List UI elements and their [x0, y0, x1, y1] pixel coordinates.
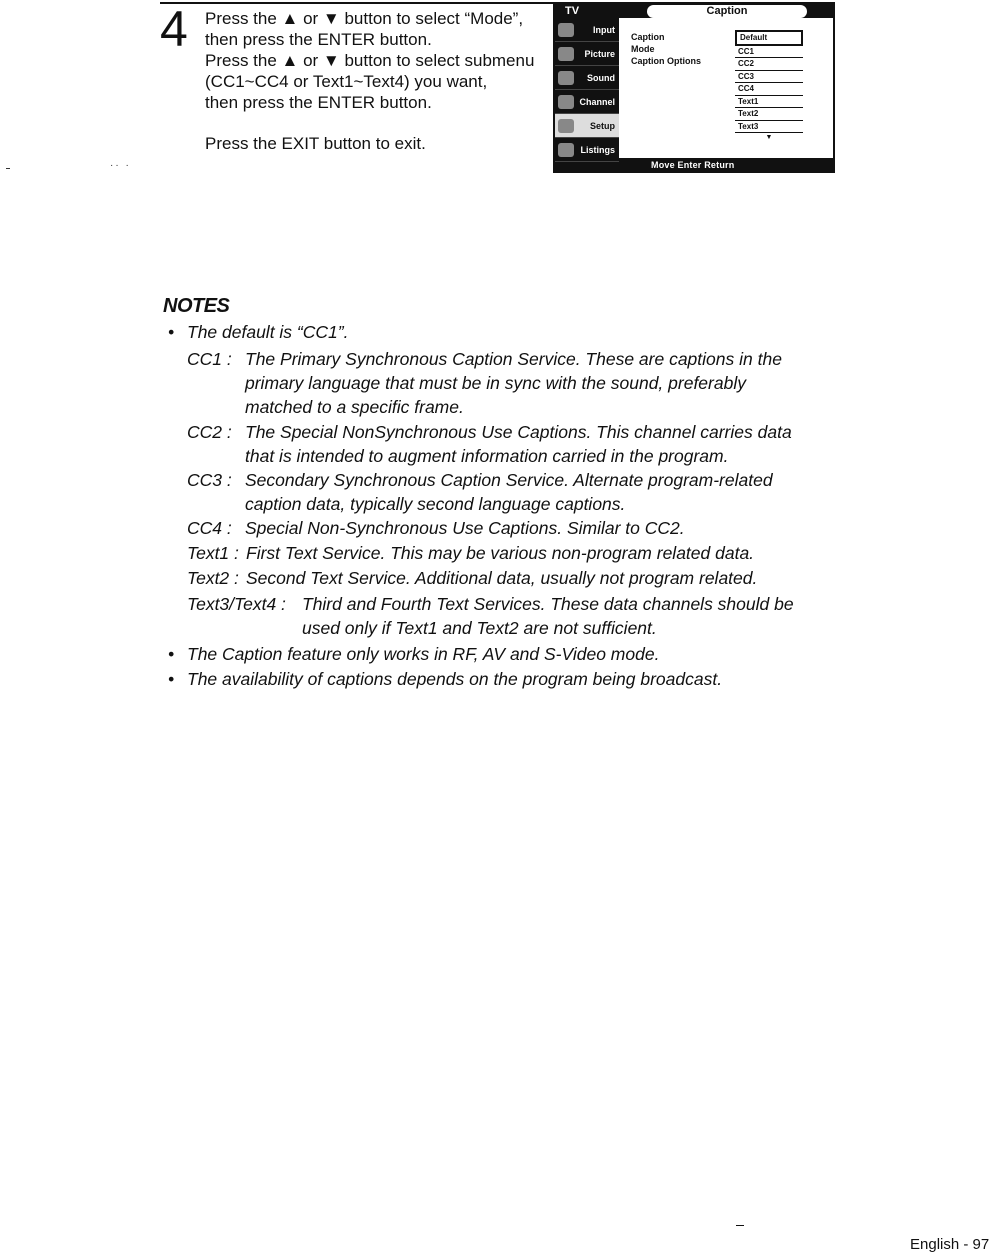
osd-option: Text2 — [735, 108, 803, 121]
osd-help-bar: Move Enter Return — [619, 158, 833, 173]
bullet-icon: • — [168, 669, 175, 689]
def-line: caption data, typically second language captions. — [245, 494, 626, 514]
osd-title-bar — [555, 4, 833, 18]
step-line: then press the ENTER button. — [205, 30, 432, 49]
def-term-cc3: CC3 : — [187, 470, 232, 490]
def-term-cc2: CC2 : — [187, 422, 232, 442]
note-default: The default is “CC1”. — [187, 322, 349, 342]
sound-icon — [558, 71, 574, 85]
page-footer: English - 97 — [910, 1236, 990, 1253]
def-line: Third and Fourth Text Services. These data channels should be — [302, 594, 794, 614]
osd-brand: TV — [565, 5, 580, 17]
listings-icon — [558, 143, 574, 157]
def-line: that is intended to augment information carried in the program. — [245, 446, 729, 466]
osd-sidebar — [555, 18, 619, 173]
step-line: Press the ▲ or ▼ button to select submenu — [205, 51, 535, 70]
osd-menu-input: Input — [555, 18, 619, 42]
footer-mark — [736, 1225, 744, 1226]
scroll-down-icon: ▼ — [765, 134, 773, 141]
step-number: 4 — [160, 1, 188, 57]
step-line: Press the ▲ or ▼ button to select “Mode”, — [205, 9, 524, 28]
osd-menu-listings: Listings — [555, 138, 619, 162]
notes-heading: NOTES — [163, 295, 230, 317]
osd-option: Text3 — [735, 121, 803, 134]
def-term-cc4: CC4 : — [187, 518, 232, 538]
def-line: primary language that must be in sync with the sound, preferably — [245, 373, 746, 393]
osd-menu-sound: Sound — [555, 66, 619, 90]
def-term-text1: Text1 : — [187, 543, 239, 563]
channel-icon — [558, 95, 574, 109]
def-line: First Text Service. This may be various non-program related data. — [246, 543, 755, 563]
osd-label-caption-options: Caption Options — [631, 56, 701, 66]
osd-menu-channel: Channel — [555, 90, 619, 114]
def-term-text3-text4: Text3/Text4 : — [187, 594, 286, 614]
def-line: The Special NonSynchronous Use Captions. This channel carries data — [245, 422, 792, 442]
osd-mode-options — [735, 30, 803, 142]
def-line: Special Non-Synchronous Use Captions. Similar to CC2. — [245, 518, 685, 538]
osd-menu-picture: Picture — [555, 42, 619, 66]
def-line: used only if Text1 and Text2 are not sufficient. — [302, 618, 657, 638]
def-term-text2: Text2 : — [187, 568, 239, 588]
osd-title: Caption — [647, 5, 807, 18]
step-line: (CC1~CC4 or Text1~Text4) you want, — [205, 72, 488, 91]
osd-option: Text1 — [735, 96, 803, 109]
osd-label-caption: Caption — [631, 32, 665, 42]
note-caption-modes: The Caption feature only works in RF, AV and S-Video mode. — [187, 644, 660, 664]
step-instructions — [205, 8, 565, 154]
def-line: Second Text Service. Additional data, usually not program related. — [246, 568, 758, 588]
osd-option-selected: Default — [735, 30, 803, 46]
def-line: Secondary Synchronous Caption Service. Alternate program-related — [245, 470, 773, 490]
def-term-cc1: CC1 : — [187, 349, 232, 369]
osd-option: CC1 — [735, 46, 803, 59]
caption-menu-screenshot — [553, 2, 835, 173]
osd-label-mode: Mode — [631, 44, 655, 54]
def-line: The Primary Synchronous Caption Service. These are captions in the — [245, 349, 782, 369]
osd-option: CC3 — [735, 71, 803, 84]
osd-menu-setup: Setup — [555, 114, 619, 138]
step-line: then press the ENTER button. — [205, 93, 432, 112]
picture-icon — [558, 47, 574, 61]
margin-dots: ·· · — [110, 160, 131, 171]
osd-option: CC2 — [735, 58, 803, 71]
note-availability: The availability of captions depends on the program being broadcast. — [187, 669, 723, 689]
bullet-icon: • — [168, 644, 175, 664]
exit-instruction: Press the EXIT button to exit. — [205, 134, 426, 153]
osd-labels — [631, 31, 701, 67]
input-icon — [558, 23, 574, 37]
bullet-icon: • — [168, 322, 175, 342]
def-line: matched to a specific frame. — [245, 397, 464, 417]
setup-icon — [558, 119, 574, 133]
margin-mark — [6, 168, 10, 169]
osd-option: CC4 — [735, 83, 803, 96]
top-rule — [160, 2, 555, 4]
